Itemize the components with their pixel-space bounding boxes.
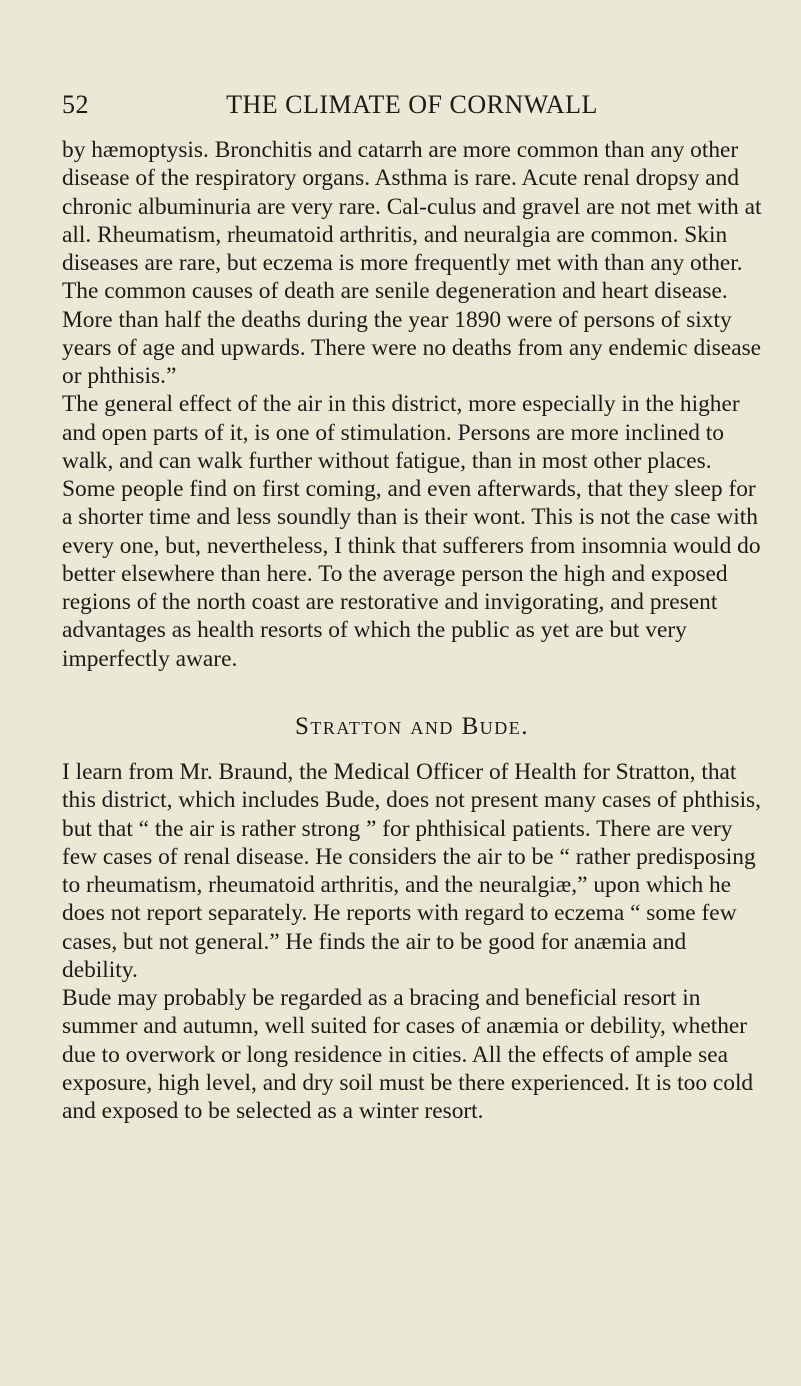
paragraph-air-effect: The general effect of the air in this district, more especially in the higher and open parts of it, is one of stimulation. Persons are more inclined to walk, and can walk further without fatigue, than in most other places. Some people find on first coming, and even afterwards, that they sleep for a shorter time and less soundly than is their wont. This is not the case with every one, but, nevertheless, I think that sufferers from insomnia would do better elsewhere than here. To the average person the high and exposed regions of the north coast are restorative and invigorating, and present advantages as health resorts of which the public as yet are but very imperfectly aware. (62, 391, 761, 672)
running-head (62, 88, 752, 122)
paragraph-continued: by hæmoptysis. Bronchitis and catarrh are more common than any other disease of the respiratory organs. Asthma is rare. Acute renal dropsy and chronic albuminuria are very rare. Cal-culus and gravel are not met with at all. Rheumatism, rheumatoid arthritis, and neuralgia are common. Skin diseases are rare, but eczema is more frequently met with than any other. The common causes of death are senile degeneration and heart disease. More than half the deaths during the year 1890 were of persons of sixty years of age and upwards. There were no deaths from any endemic disease or phthisis.” (62, 137, 762, 389)
body-text-lower (62, 758, 762, 1125)
paragraph-stratton: I learn from Mr. Braund, the Medical Officer of Health for Stratton, that this district, which includes Bude, does not present many cases of phthisis, but that “ the air is rather strong ” for phthisical patients. There are very few cases of renal disease. He considers the air to be “ rather predisposing to rheumatism, rheumatoid arthritis, and the neuralgiæ,” upon which he does not report separately. He reports with regard to eczema “ some few cases, but not general.” He finds the air to be good for anæmia and debility. (62, 759, 762, 983)
paragraph-bude: Bude may probably be regarded as a bracing and beneficial resort in summer and autumn, well suited for cases of anæmia or debility, whether due to overwork or long residence in cities. All the effects of ample sea exposure, high level, and dry soil must be there experienced. It is too cold and exposed to be selected as a winter resort. (62, 985, 754, 1124)
section-heading (62, 712, 762, 742)
running-title: THE CLIMATE OF CORNWALL (226, 90, 598, 119)
body-text-upper (62, 136, 762, 673)
page-number: 52 (62, 90, 89, 119)
section-heading-text: Stratton and Bude. (295, 713, 529, 740)
